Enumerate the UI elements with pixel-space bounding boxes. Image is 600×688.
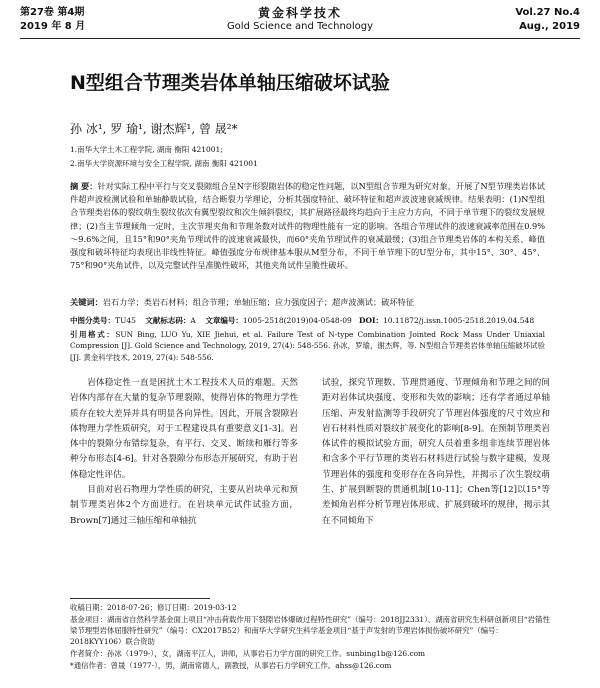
body-paragraph: 目前对岩石物理力学性质的研究，主要从岩块单元和预制节理类岩体2个方面进行。在岩块单元试件试验方面，Brown[7]通过三轴压缩和单轴抗 <box>70 485 298 526</box>
body-columns <box>70 376 550 594</box>
volume-issue-en: Vol.27 No.4 <box>515 7 580 18</box>
citation-en: SUN Bing, LUO Yu, XIE Jiehui, et al. Failure Test of N-type Combination Jointed Rock Mass Under Uniaxial Compression [J]. Gold Science and Technology, 2019, 27(4): 548-556. <box>70 330 545 351</box>
footnote-corresponding: *通信作者：曾晟（1977-），男，湖南常德人，副教授，从事岩石力学研究工作。ahss@126.com <box>70 661 392 670</box>
clc-value: TU45 <box>115 316 136 325</box>
article-title: N型组合节理类岩体单轴压缩破坏试验 <box>70 72 390 94</box>
issue-date: 2019 年 8 月 <box>20 21 86 32</box>
body-left-column <box>70 376 298 529</box>
journal-name-cn: 黄金科学技术 <box>257 6 342 20</box>
running-header <box>20 6 580 38</box>
article-no-value: 1005-2518(2019)04-0548-09 <box>242 316 352 325</box>
header-rule <box>20 38 580 39</box>
citation-cn: 孙冰，罗瑜，谢杰辉，等. N型组合节理类岩体单轴压缩破坏试验[J]. 黄金科学技术, 2019, 27(4): 548-556. <box>70 341 545 362</box>
citation-label: 引用格式： <box>70 330 116 339</box>
doc-code-label: 文献标志码： <box>145 316 191 325</box>
article-no-label: 文章编号： <box>205 316 243 325</box>
clc-label: 中图分类号： <box>70 316 115 325</box>
doc-code-value: A <box>190 316 196 325</box>
abstract-label: 摘 要： <box>70 181 98 191</box>
volume-issue: 第27卷 第4期 <box>20 7 85 18</box>
footnote-funding: 基金项目：湖南省自然科学基金面上项目“冲击荷载作用下裂隙岩体爆破过程特性研究”（编号：2018JJ2331）、湖南省研究生科研创新项目“岩锚性梁节理型岩体屈服特性研究”（编号：CX2017B52）和南华大学研究生科学基金项目“基于声发射的节理岩体损伤破坏研究”（编号：2018KYY106）联合资助 <box>70 615 550 647</box>
author-list: 孙 冰¹, 罗 瑜¹, 谢杰辉¹, 曾 晟²* <box>70 122 238 136</box>
journal-name <box>20 6 580 34</box>
issue-info-en <box>515 6 580 34</box>
abstract <box>70 180 545 272</box>
keywords-label: 关键词： <box>70 297 103 307</box>
footnote-rule <box>70 598 210 599</box>
body-paragraph: 试验，探究节理数、节理贯通度、节理倾角和节理之间的间距对岩体试块强度、变形和失效的影响；还有学者通过单轴压缩、声发射监测等手段研究了节理岩体强度的尺寸效应和岩石材料性质对裂纹扩展变化的影响[8-9]。在预制节理类岩体试件的模拟试验方面，研究人员着重多组非连续节理岩体和含多个平行节理的类岩石材料进行试验与数字建模，发现节理岩体的强度和变形存在各向异性，并揭示了次生裂纹萌生、扩展到断裂的贯通机制[10-11]；Chen等[12]以15°等差倾角岩样分析节理岩体形成、扩展到破坏的规律，揭示其在不同倾角下 <box>322 378 550 526</box>
journal-name-en: Gold Science and Technology <box>226 21 374 32</box>
citation <box>70 329 545 363</box>
footnote-received: 收稿日期：2018-07-26；修订日期：2019-03-12 <box>70 603 237 612</box>
affiliation-1: 1.南华大学土木工程学院, 湖南 衡阳 421001; <box>70 145 223 154</box>
doi-value: 10.11872/j.issn.1005-2518.2019.04.548 <box>382 316 535 325</box>
doi-label: DOI： <box>358 316 383 325</box>
keywords <box>70 296 545 309</box>
body-paragraph: 岩体稳定性一直是困扰土木工程技术人员的难题。天然岩体内部存在大量的复杂节理裂隙，使得岩体的物理力学性质存在较大差异并具有明显各向异性。因此，开展含裂隙岩体物理力学性质研究，对于工程建设具有重要意义[1-3]。岩体中的裂隙分布错综复杂，有平行、交叉、断续和雁行等多种分布形态[4-6]。针对各裂隙分布形态开展研究，有助于岩体稳定性评估。 <box>70 378 298 480</box>
footnote-author: 作者简介：孙冰（1979-），女，湖南平江人，讲师，从事岩石力学方面的研究工作。sunbing1b@126.com <box>70 649 426 658</box>
classification-line <box>70 315 534 326</box>
affiliation-2: 2.南华大学资源环境与安全工程学院, 湖南 衡阳 421001 <box>70 159 258 168</box>
keywords-text: 岩石力学；类岩石材料；组合节理；单轴压缩；应力强度因子；超声波测试；破坏特征 <box>102 297 414 307</box>
abstract-text: 针对实际工程中平行与交叉裂隙组合呈N字形裂隙岩体的稳定性问题，以N型组合节理为研究对象，开展了N型节理类岩体试件超声波检测试验和单轴静载试验，结合断裂力学理论，分析其强度特征、破坏特征和超声波波速衰减规律。结果表明：(1)N型组合节理类岩体的裂纹萌生裂纹依次有翼型裂纹和次生倾斜裂纹，其扩展路径最终均趋向于主应力方向，不同于单节理下的裂纹发展规律；(2)当主节理倾角一定时，主次节理夹角和节理条数对试件的物理性能有一定的影响。各组合节理试件的波速衰减率范围在0.9%～9.6%之间，且15°和90°夹角节理试件的波速衰减最快，而60°夹角节理试件的衰减最缓；(3)组合节理类岩体的本构关系、峰值强度和破坏特征均表现出非线性特征。峰值强度分布规律基本服从M型分布，不同于单节理下的U型分布，其中15°、30°、45°、75°和90°夹角试件，以及完整试件呈准脆性破坏，其他夹角试件呈脆性破坏。 <box>70 181 545 271</box>
issue-date-en: Aug., 2019 <box>519 21 580 32</box>
body-right-column <box>322 376 550 529</box>
